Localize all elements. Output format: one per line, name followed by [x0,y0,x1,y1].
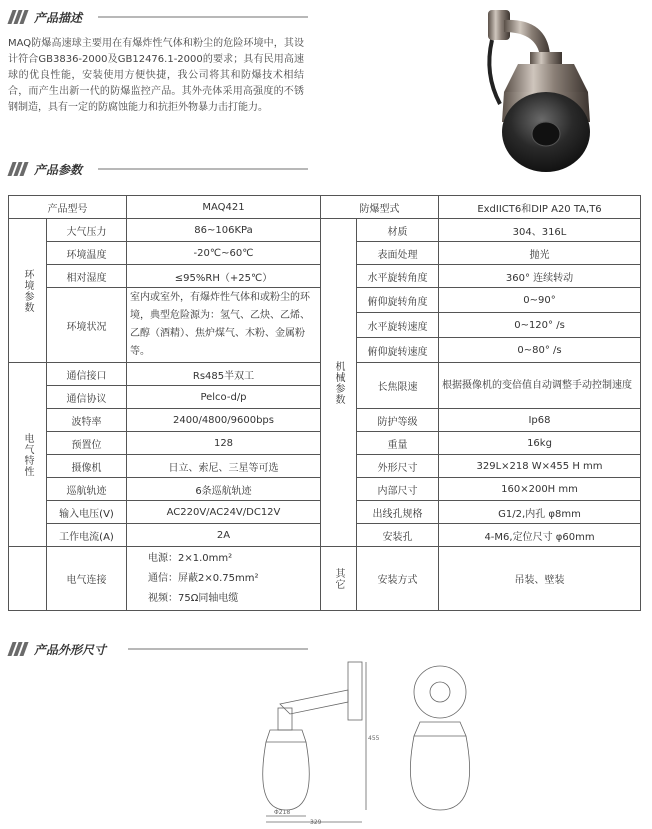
row-value: Pelco-d/p [127,386,321,409]
row-label: 通信接口 [47,363,127,386]
row-value: 86~106KPa [127,219,321,242]
row-value: 抛光 [439,242,641,265]
section-header-dimensions [8,640,308,658]
row-label: 安装孔 [357,524,439,547]
section-title: 产品参数 [34,162,83,177]
table-row [9,547,641,611]
row-label: 俯仰旋转角度 [357,288,439,313]
stripes-icon [8,10,26,24]
row-label: 重量 [357,432,439,455]
row-label: 输入电压(V) [47,501,127,524]
row-value: 329L×218 W×455 H mm [439,455,641,478]
row-value: 0~90° [439,288,641,313]
row-label: 通信协议 [47,386,127,409]
divider [98,168,308,170]
row-label: 水平旋转角度 [357,265,439,288]
elec-conn-line: 通信：屏蔽2×0.75mm² [148,572,259,584]
row-value: 4-M6,定位尺寸 φ60mm [439,524,641,547]
dim-width: 329 [310,819,322,825]
group-mech: 机械参数 [321,219,357,547]
row-label: 材质 [357,219,439,242]
section-title: 产品描述 [34,10,83,25]
row-value: 日立、索尼、三星等可选 [127,455,321,478]
zoom-speed-text: 根据摄像机的变倍值自动调整手动控制速度 [442,379,632,391]
row-value: G1/2,内孔 φ8mm [439,501,641,524]
model-value: MAQ421 [127,196,321,219]
row-value: Rs485半双工 [127,363,321,386]
row-value: 304、316L [439,219,641,242]
row-label: 相对湿度 [47,265,127,288]
row-label: 长焦限速 [357,363,439,409]
table-row [9,196,641,219]
row-value: AC220V/AC24V/DC12V [127,501,321,524]
row-value: 0~120° /s [439,313,641,338]
divider [98,16,308,18]
row-value: 6条巡航轨迹 [127,478,321,501]
group-other: 其它 [321,547,357,611]
model-label: 产品型号 [9,196,127,219]
row-label: 大气压力 [47,219,127,242]
row-value: 16kg [439,432,641,455]
row-value [439,363,641,409]
row-value: 2A [127,524,321,547]
row-label: 环境温度 [47,242,127,265]
env-condition-text: 室内或室外，有爆炸性气体和或粉尘的环境，典型危险源为：氢气、乙炔、乙烯、乙醇（酒精）、焦炉煤气、木粉、金属粉等。 [130,292,310,357]
elec-conn-values [127,547,321,611]
row-value: 128 [127,432,321,455]
ex-label: 防爆型式 [321,196,439,219]
section-title: 产品外形尺寸 [34,642,107,657]
ex-value: ExdIICT6和DIP A20 TA,T6 [439,196,641,219]
dim-diameter: Φ218 [274,809,291,816]
row-label: 安装方式 [357,547,439,611]
spec-table [8,195,641,611]
stripes-icon [8,642,26,656]
row-label: 水平旋转速度 [357,313,439,338]
camera-photo [460,4,650,179]
row-label: 工作电流(A) [47,524,127,547]
row-label: 防护等级 [357,409,439,432]
row-label: 摄像机 [47,455,127,478]
row-value: -20℃~60℃ [127,242,321,265]
row-label: 出线孔规格 [357,501,439,524]
row-value: 160×200H mm [439,478,641,501]
section-header-params [8,160,308,178]
section-header-description [8,8,308,26]
stripes-icon [8,162,26,176]
row-label: 巡航轨迹 [47,478,127,501]
row-value [127,288,321,363]
product-description: MAQ防爆高速球主要用在有爆炸性气体和粉尘的危险环境中，其设计符合GB3836-2000及GB12476.1-2000的要求；具有民用高速球的优良性能，安装使用方便快捷，我公司将其和防爆技术相结合，而产生出新一代的防爆监控产品。其外壳体采用高强度的不锈钢制造，具有一定的防腐蚀能力和抗拒外物暴力击打能力。 [8,38,304,113]
row-value: 吊装、壁装 [439,547,641,611]
dim-height: 455 [368,735,380,742]
row-value: Ip68 [439,409,641,432]
row-value: ≤95%RH（+25℃） [127,265,321,288]
group-env: 环境参数 [9,219,47,363]
dimension-drawing [260,660,500,825]
row-value: 360° 连续转动 [439,265,641,288]
row-label: 内部尺寸 [357,478,439,501]
row-value: 0~80° /s [439,338,641,363]
elec-conn-line: 电源：2×1.0mm² [148,552,233,564]
row-label: 电气连接 [47,547,127,611]
elec-conn-line: 视频：75Ω同轴电缆 [148,592,239,604]
group-elec: 电气特性 [9,363,47,547]
divider [128,648,308,650]
table-row [9,219,641,242]
row-label: 俯仰旋转速度 [357,338,439,363]
row-label: 表面处理 [357,242,439,265]
row-label: 外形尺寸 [357,455,439,478]
row-label: 环境状况 [47,288,127,363]
row-label: 波特率 [47,409,127,432]
row-label: 预置位 [47,432,127,455]
row-value: 2400/4800/9600bps [127,409,321,432]
